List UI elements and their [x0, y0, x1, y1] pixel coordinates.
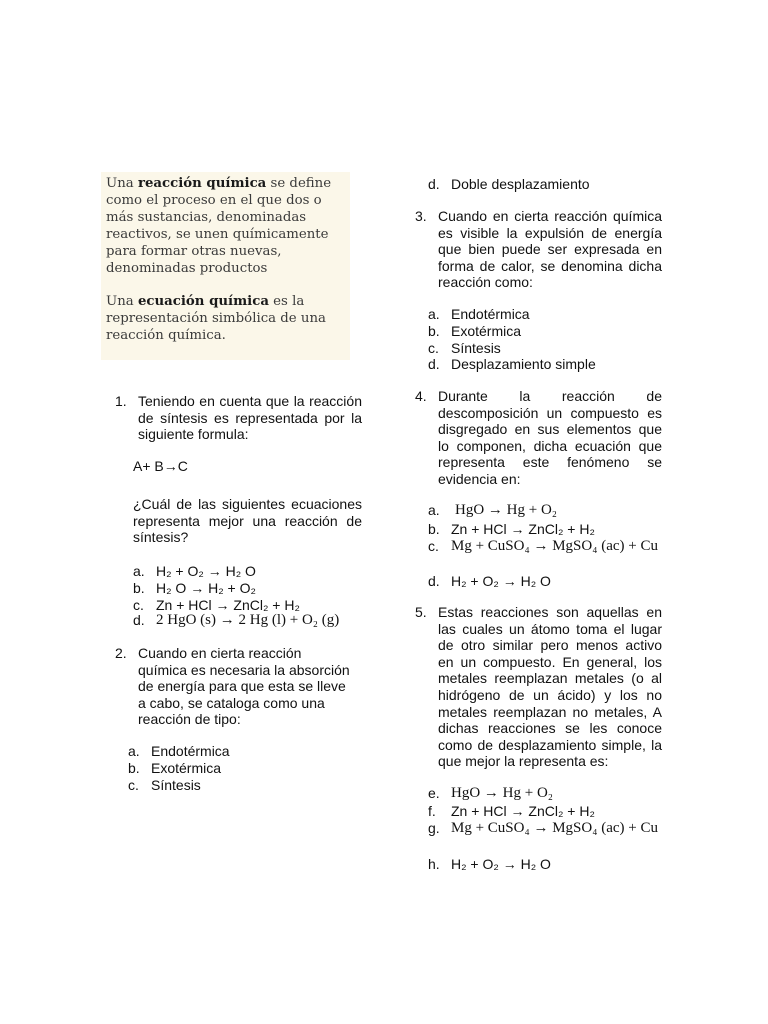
question-number: 5.	[415, 604, 427, 620]
question-number: 3.	[415, 208, 427, 224]
question-number: 1.	[115, 393, 127, 409]
formula: A+ B→C	[133, 458, 188, 474]
definition-reaccion: Una reacción química se define como el proceso en el que dos o más sustancias, denominadas reactivos, se unen químicamente para formar otras nuevas, denominadas productos	[106, 176, 332, 276]
term-reaccion-quimica: reacción química	[137, 176, 267, 191]
term-ecuacion-quimica: ecuación química	[137, 294, 269, 309]
question-prompt: ¿Cuál de las siguientes ecuaciones representa mejor una reacción de síntesis?	[133, 496, 362, 546]
question-text: Teniendo en cuenta que la reacción de síntesis es representada por la siguiente formula:	[138, 393, 362, 443]
question-number: 2.	[115, 645, 127, 661]
option-c[interactable]: c. Mg + CuSO₄ → MgSO₄ (ac) + Cu	[428, 538, 658, 554]
question-text: Durante la reacción de descomposición un compuesto es disgregado en sus elementos que lo componen, dicha ecuación que representa este fenómeno se evidencia en:	[438, 388, 662, 487]
definition-ecuacion: Una ecuación química es la representación simbólica de una reacción química.	[106, 294, 326, 343]
option-g[interactable]: g. Mg + CuSO₄ → MgSO₄ (ac) + Cu	[428, 820, 658, 836]
question-text: Estas reacciones son aquellas en las cuales un átomo toma el lugar de otro similar pero menos activo en un compuesto. En general, los metales reemplazan metales (o al hidrógeno de un ácido) y los no metales reemplazan no metales, A dichas reacciones se les conoce como de desplazamiento simple, la que mejor la representa es:	[438, 604, 662, 770]
question-text: Cuando en cierta reacción química es necesaria la absorción de energía para que esta se lleve a cabo, se cataloga como una reacción de tipo:	[138, 645, 350, 728]
question-text: Cuando en cierta reacción química es visible la expulsión de energía que bien puede ser expresada en forma de calor, se denomina dicha reacción como:	[438, 208, 662, 291]
question-number: 4.	[415, 388, 427, 404]
definition-box	[101, 172, 350, 360]
